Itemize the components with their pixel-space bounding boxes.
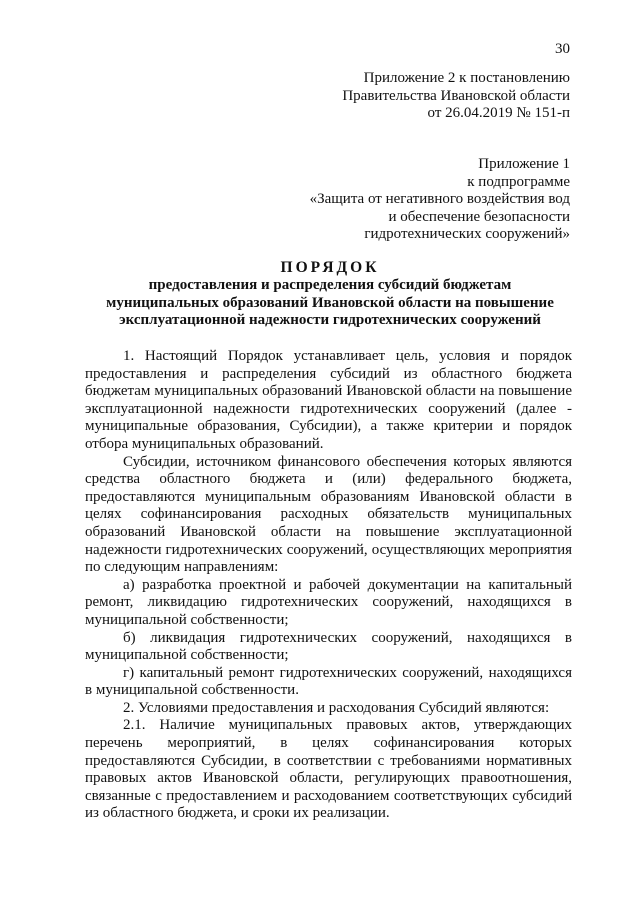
paragraph-1: 1. Настоящий Порядок устанавливает цель, условия и порядок предоставления и распределения субсидий из областного бюджета бюджетам муниципальных образований Ивановской области на повышение эксплуатационной надежности гидротехнических сооружений (далее - муниципальные образования, Субсидии), а также критерии и порядок отбора муниципальных образований. [85, 348, 572, 452]
approval-line: от 26.04.2019 № 151-п [427, 105, 570, 121]
page-number: 30 [555, 41, 570, 57]
approval-reference [342, 70, 570, 123]
paragraph-item-a: а) разработка проектной и рабочей документации на капитальный ремонт, ликвидацию гидротехнических сооружений, находящихся в муниципальной собственности; [85, 576, 572, 628]
paragraph-4: 2.1. Наличие муниципальных правовых актов, утверждающих перечень мероприятий, в целях софинансирования которых предоставляются Субсидии, в соответствии с требованиями нормативных правовых актов Ивановской области, регулирующих правоотношения, связанные с предоставлением и расходованием соответствующих субсидий из областного бюджета, и сроки их реализации. [85, 717, 572, 822]
paragraph-item-b: б) ликвидация гидротехнических сооружений, находящихся в муниципальной собственности; [85, 629, 572, 664]
appendix-line: Приложение 1 [478, 156, 570, 172]
appendix-line: гидротехнических сооружений» [364, 226, 570, 242]
document-body [85, 348, 572, 823]
approval-line: Правительства Ивановской области [342, 87, 570, 104]
subtitle-line: муниципальных образований Ивановской области на повышение [106, 294, 554, 311]
appendix-line: «Защита от негативного воздействия вод [309, 191, 570, 207]
document-title: ПОРЯДОК [280, 259, 380, 276]
appendix-reference [310, 156, 570, 244]
subtitle-line: предоставления и распределения субсидий бюджетам [148, 277, 512, 293]
appendix-line: к подпрограмме [467, 173, 570, 190]
paragraph-2: Субсидии, источником финансового обеспечения которых являются средства областного бюджета и (или) федерального бюджета, предоставляются муниципальным образованиям Ивановской области в целях софинансирования расходных обязательств муниципальных образований Ивановской области на повышение эксплуатационной надежности гидротехнических сооружений, осуществляющих мероприятия по следующим направлениям: [85, 453, 572, 576]
subtitle-line: эксплуатационной надежности гидротехнических сооружений [119, 312, 541, 328]
appendix-line: и обеспечение безопасности [388, 208, 570, 225]
paragraph-3: 2. Условиями предоставления и расходования Субсидий являются: [123, 699, 550, 716]
document-subtitle [80, 277, 580, 330]
paragraph-item-g: г) капитальный ремонт гидротехнических сооружений, находящихся в муниципальной собственности. [85, 664, 572, 699]
approval-line: Приложение 2 к постановлению [363, 70, 570, 86]
